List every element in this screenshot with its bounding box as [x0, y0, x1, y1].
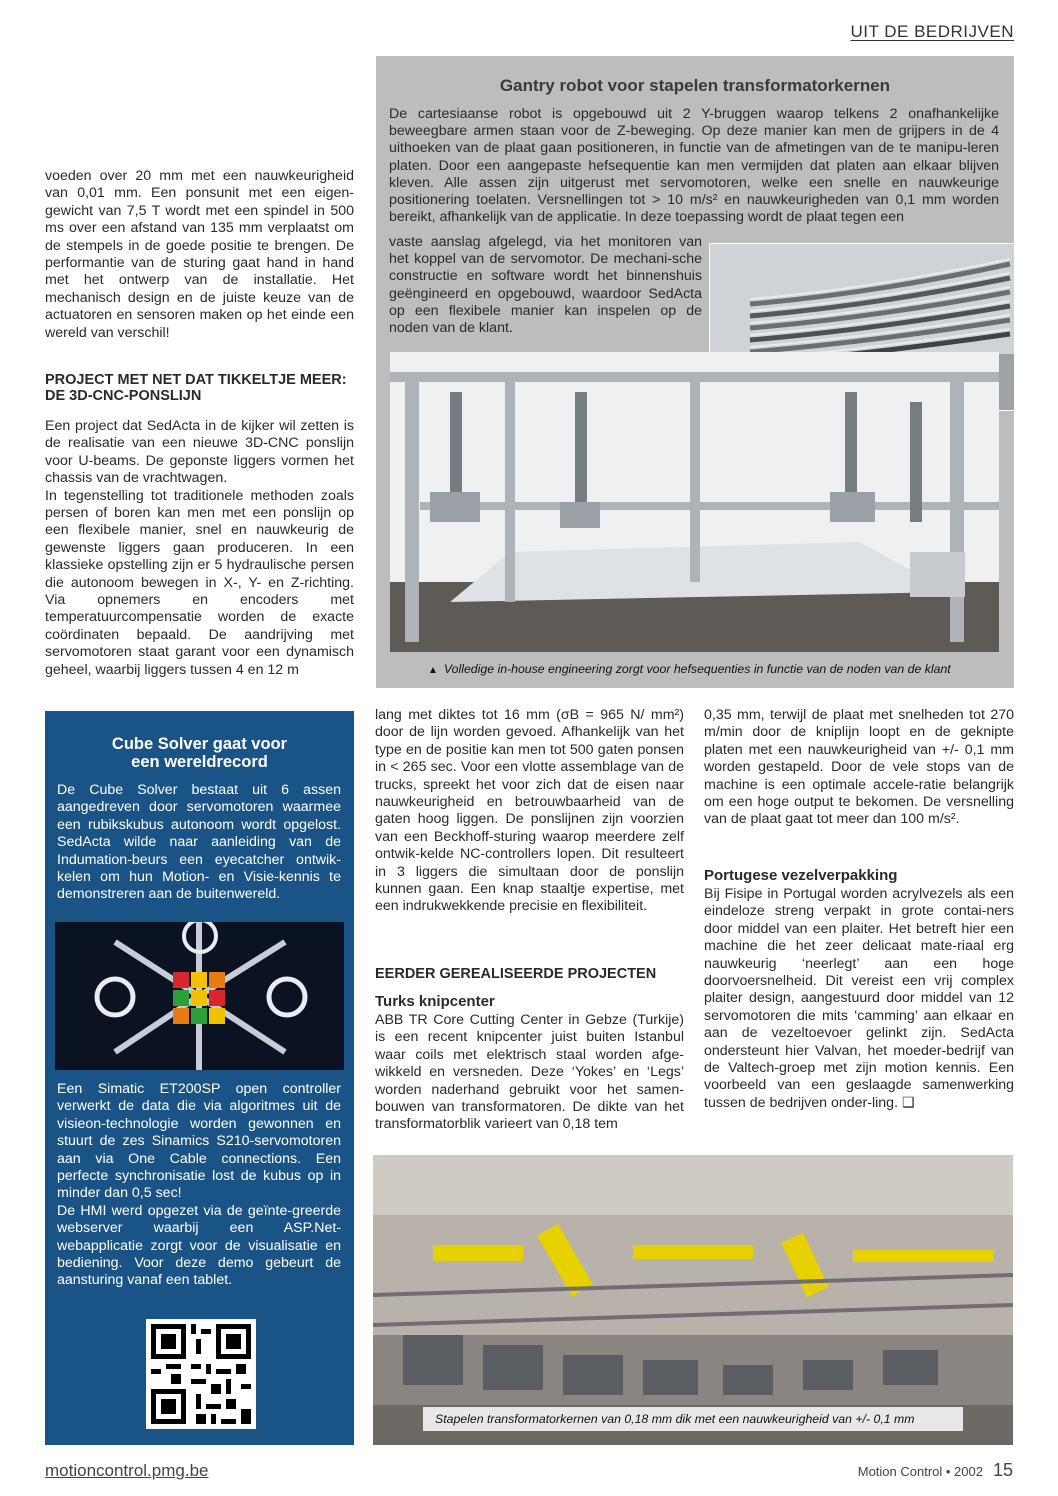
cube-box-paragraph-1: De Cube Solver bestaat uit 6 assen aangedreven door servomotoren waarmee een rubikskubus autonoom wordt opgelost. SedActa wilde naar aanleiding van de Indumation-beurs een eyecatcher ontwik-kelen om hun Motion- en Visie-kennis te demonstreren aan de buitenwereld.	[57, 782, 341, 903]
gantry-box-wrap-text: vaste aanslag afgelegd, via het monitoren van het koppel van de servomotor. De mechani-sche constructie en software wordt het binnenshuis geëngineerd en opgebouwd, waardoor SedActa op een flexibele manier kan inspelen op de noden van de klant.	[389, 234, 702, 337]
subheading-portugese-vezelverpakking: Portugese vezelverpakking	[704, 867, 898, 884]
bottom-photo-caption: Stapelen transformatorkernen van 0,18 mm dik met een nauwkeurigheid van +/- 0,1 mm	[435, 1412, 915, 1426]
gantry-robot-photo	[390, 352, 999, 652]
gantry-box-title: Gantry robot voor stapelen transformatorkernen	[499, 76, 891, 95]
article-end-mark: ❑	[901, 1094, 915, 1111]
middle-paragraph-1: lang met diktes tot 16 mm (σB = 965 N/ mm²) door de lijn worden gevoed. Afhankelijk van het type en de positie kan men tot 500 gaten ponsen in < 265 sec. Voor een vlotte assemblage van de trucks, spreekt het voor zich dat de eisen naar nauwkeurigheid en betrouwbaarheid van de gaten hoog liggen. De ponslijnen zijn voorzien van een Beckhoff-sturing waarop meerdere zelf ontwik-kelde NC-controllers lopen. Dit resulteert in 3 liggers die simultaan door de ponslijn kunnen gaan. Een knap staaltje expertise, met een indrukwekkende precisie en flexibiliteit.	[375, 707, 684, 915]
footer-magazine-name: Motion Control • 2002	[857, 1464, 983, 1479]
cube-box-title: Cube Solver gaat voor een wereldrecord	[111, 735, 288, 771]
right-paragraph-1: 0,35 mm, terwijl de plaat met snelheden tot 270 m/min door de kniplijn loopt en de geknipte platen met een nauwkeurigheid van +/- 0,1 mm worden gestapeld. Door de vele stops van de machine is een optimale accele-ratie belangrijk om een hoge output te bekomen. De versnelling van de plaat gaat tot meer dan 100 m/s².	[704, 707, 1014, 828]
gantry-photo-caption: ▲ Volledige in-house engineering zorgt voor hefsequenties in functie van de noden van de klant	[428, 662, 951, 676]
cube-solver-sidebar-box	[45, 711, 354, 1445]
footer-website-link[interactable]: motioncontrol.pmg.be	[45, 1461, 209, 1480]
section-heading-previous-projects: EERDER GEREALISEERDE PROJECTEN	[375, 966, 657, 982]
caption-arrow-icon: ▲	[428, 665, 438, 676]
section-heading-3d-cnc: PROJECT MET NET DAT TIKKELTJE MEER: DE 3D-CNC-PONSLIJN	[45, 372, 347, 404]
gantry-box-text: De cartesiaanse robot is opgebouwd uit 2 Y-bruggen waarop telkens 2 onafhankelijke beweegbare armen staan voor de Z-beweging. Op deze manier kan men de grijpers in de 4 uithoeken van de plaat gaan positioneren, in functie van de afmetingen van de te manipu-leren platen. Door een aangepaste hefsequentie kan men vermijden dat platen aan elkaar blijven kleven. Alle assen zijn uitgerust met servomotoren, welke een snelle en nauwkeurige positionering toelaten. Versnellingen tot > 10 m/s² en nauwkeurigheden van 0,1 mm worden bereikt, afhankelijk van de applicatie. In deze toepassing wordt de plaat tegen een	[389, 106, 999, 226]
rubiks-cube-photo	[55, 922, 344, 1070]
left-intro-paragraph: voeden over 20 mm met een nauwkeurigheid van 0,01 mm. Een ponsunit met een eigen-gewicht van 7,5 T wordt met een spindel in 500 ms over een afstand van 135 mm verplaatst om de stempels in de goede positie te brengen. De performantie van de sturing gaat hand in hand met het ontwerp van de installatie. Het mechanisch design en de juiste keuze van de actuatoren en sensoren maken op het einde een wereld van verschil!	[45, 168, 354, 341]
rubiks-cube-illustration	[55, 922, 344, 1070]
cube-box-paragraph-2: Een Simatic ET200SP open controller verwerkt de data die via algoritmes uit de visieon-technologie worden gewonnen en stuurt de zes Sinamics S210-servomotoren aan via One Cable connections. Een perfecte synchronisatie lost de kubus op in minder dan 0,5 sec! De HMI werd opgezet via de geïnte-greerde webserver waarbij een ASP.Net-webapplicatie zorgt voor de visualisatie en bediening. Voor deze demo gebeurt de aansturing vanaf een tablet.	[57, 1081, 341, 1289]
middle-paragraph-2: ABB TR Core Cutting Center in Gebze (Turkije) is een recent knipcenter juist buiten Istanbul waar coils met elektrisch staal worden afge-wikkeld en versneden. Deze ‘Yokes’ en ‘Legs’ worden naderhand gebruikt voor het samen-bouwen van transformatoren. De dikte van het transformatorblik varieert van 0,18 tem	[375, 1012, 684, 1133]
gantry-robot-illustration	[390, 352, 999, 652]
qr-code-graphic	[146, 1319, 256, 1429]
gantry-sidebar-box	[376, 56, 1014, 688]
footer-magazine-info	[858, 1460, 1013, 1481]
transformer-core-stacking-photo	[373, 1155, 1013, 1445]
left-body-text: Een project dat SedActa in de kijker wil zetten is de realisatie van een nieuwe 3D-CNC ponslijn voor U-beams. De geponste liggers vormen het chassis van de vrachtwagen. In tegenstelling tot traditionele methoden zoals persen of boren kan men met een ponslijn op een flexibele manier, snel en nauwkeurig de gewenste liggers gaan produceren. In een klassieke opstelling zijn er 5 hydraulische persen die autonoom bewegen in X-, Y- en Z-richting. Via opnemers en encoders met temperatuurcompensatie worden de exacte coördinaten bepaald. De aandrijving met servomotoren staat garant voor een dynamisch geheel, waarbij liggers tussen 4 en 12 m	[45, 418, 354, 678]
subheading-turks-knipcenter: Turks knipcenter	[375, 993, 495, 1010]
transformer-core-illustration	[373, 1155, 1013, 1445]
page-number: 15	[992, 1460, 1013, 1480]
qr-code[interactable]	[146, 1319, 256, 1429]
section-tag: UIT DE BEDRIJVEN	[850, 22, 1014, 41]
right-paragraph-2: Bij Fisipe in Portugal worden acrylvezels als een eindeloze streng verpakt in grote contai-ners door middel van een plaiter. Het betreft hier een machine die het zeer delicaat mate-riaal erg nauwkeurig ‘neerlegt’ aan een hoge doorvoersnelheid. Dit vereist een vrij complex plaiter design, aangestuurd door middel van 12 servomotoren die mits ‘camming’ aan elkaar en aan de vezeltoevoer gelinkt zijn. SedActa ondersteunt hier Valvan, het moeder-bedrijf van de Valtech-groep met zijn motion kennis. Een voorbeeld van een geslaagde samenwerking tussen de bedrijven onder-ling. ❑	[704, 886, 1014, 1111]
